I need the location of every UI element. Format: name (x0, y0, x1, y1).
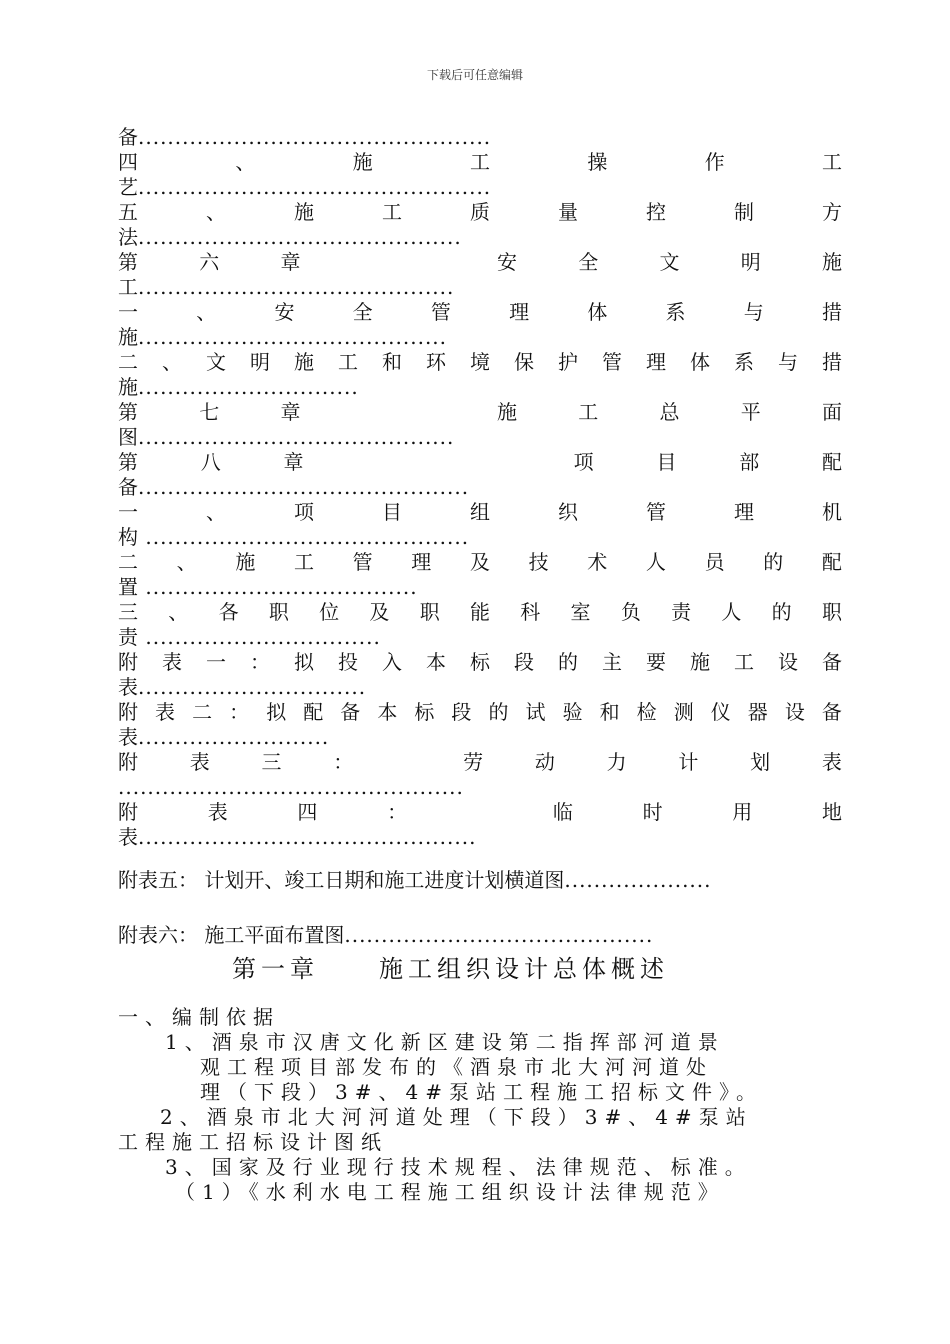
toc-heading-char: 、 (176, 550, 197, 574)
toc-heading-char: 总 (659, 400, 680, 424)
toc-heading-char: 量 (558, 200, 578, 224)
toc-heading-char: 计 (678, 750, 699, 774)
toc-heading-char: 四 (297, 800, 318, 824)
toc-continuation-row (118, 825, 842, 850)
toc-leader-dots: ............................................. (138, 475, 470, 499)
toc-heading-char: 、 (206, 500, 226, 524)
toc-heading-row (118, 650, 842, 675)
toc-heading-char: 工 (578, 400, 599, 424)
toc-heading-char: 主 (602, 650, 622, 674)
toc-heading-char: 织 (558, 500, 578, 524)
toc-continuation-row (118, 725, 842, 750)
toc-heading-char: 安 (496, 250, 517, 274)
toc-heading-row (118, 700, 842, 725)
toc-heading-char: ： (387, 800, 408, 824)
toc-heading-row (118, 300, 842, 325)
toc-heading-char: 工 (821, 150, 842, 174)
toc-leader-dots: .......................................... (344, 923, 654, 947)
toc-heading-char: 能 (469, 600, 490, 624)
toc-leader-dots: .................... (564, 868, 712, 892)
page-header: 下载后可任意编辑 (426, 68, 523, 82)
toc-heading-char (505, 450, 511, 475)
toc-heading-char: 责 (671, 600, 692, 624)
toc-heading-char: 各 (218, 600, 239, 624)
toc-heading-char: 位 (319, 600, 340, 624)
toc-heading-char: 明 (250, 350, 270, 374)
toc-heading-char (429, 250, 435, 275)
toc-heading-char: 标 (470, 650, 490, 674)
toc-continuation-char: 施 (118, 375, 138, 399)
toc-heading-char: 人 (721, 600, 742, 624)
toc-heading-char: 部 (739, 450, 760, 474)
toc-heading-char: 段 (451, 700, 472, 724)
toc-heading-char: 的 (771, 600, 792, 624)
toc-heading-char: 措 (822, 350, 842, 374)
toc-heading-char: 职 (821, 600, 842, 624)
toc-heading-char: 动 (534, 750, 555, 774)
toc-heading-char: 方 (822, 200, 842, 224)
toc-heading-char: 系 (665, 300, 686, 324)
toc-heading-char: 施 (821, 250, 842, 274)
chapter-number: 第一章 (232, 955, 319, 983)
toc-heading-char: 施 (294, 200, 314, 224)
toc-heading-char: 及 (369, 600, 390, 624)
toc-heading-char: 全 (352, 300, 373, 324)
toc-leader-dots: ................................................ (138, 125, 492, 149)
toc-heading-char: 第 (118, 250, 138, 274)
toc-continuation-row (118, 425, 842, 450)
toc-heading-char: 工 (293, 550, 314, 574)
toc-heading-char: 投 (338, 650, 358, 674)
section-heading: 一、编制依据 (118, 1005, 280, 1029)
toc-heading-char: 、 (162, 350, 182, 374)
toc-heading-char: 表 (821, 750, 842, 774)
toc-heading-char: 测 (673, 700, 694, 724)
toc-leader-dots: ............................................... (118, 775, 464, 799)
toc-heading-char: 室 (570, 600, 591, 624)
toc-continuation-row (118, 125, 842, 150)
toc-heading-char: 目 (656, 450, 677, 474)
toc-heading-char: 验 (562, 700, 583, 724)
toc-heading-char: 安 (274, 300, 295, 324)
toc-heading-char: 临 (552, 800, 573, 824)
toc-heading-char: 的 (488, 700, 509, 724)
toc-heading-char: 设 (778, 650, 798, 674)
toc-heading-char: 文 (659, 250, 680, 274)
toc-heading-char: 器 (747, 700, 768, 724)
toc-continuation-row (118, 675, 842, 700)
toc-heading-char: 表 (162, 650, 182, 674)
toc-heading-char (477, 800, 483, 825)
toc-heading-row (118, 450, 842, 475)
toc-heading-char: 施 (294, 350, 314, 374)
toc-leader-dots: ........................................... (138, 275, 455, 299)
paragraph-line: 工程施工招标设计图纸 (118, 1130, 388, 1154)
toc-heading-row (118, 550, 842, 575)
toc-heading-char: 力 (606, 750, 627, 774)
toc-heading-char: 附 (118, 700, 138, 724)
toc-continuation-char: 构 (118, 525, 138, 549)
toc-leader-dots: .............................................. (138, 825, 477, 849)
toc-heading-char: 管 (602, 350, 622, 374)
toc-heading-row (118, 350, 842, 375)
toc-heading-char: 的 (763, 550, 784, 574)
chapter-title (232, 954, 669, 984)
toc-heading-char: 科 (520, 600, 541, 624)
toc-heading-char: 项 (573, 450, 594, 474)
toc-heading-char: 五 (118, 200, 138, 224)
toc-heading-row (118, 800, 842, 825)
toc-continuation-row (118, 775, 842, 800)
toc-heading-char: 、 (206, 200, 226, 224)
toc-heading-char: 段 (514, 650, 534, 674)
paragraph-line: 3、国家及行业现行技术规程、法律规范、标准。 (165, 1155, 752, 1179)
toc-heading-char: 制 (734, 200, 754, 224)
toc-heading-char: 系 (734, 350, 754, 374)
toc-heading-char: 、 (196, 300, 217, 324)
toc-heading-char: 技 (528, 550, 549, 574)
toc-continuation-char: 置 (118, 575, 138, 599)
toc-leader-dots: ............................... (138, 675, 367, 699)
toc-heading-char: 环 (426, 350, 446, 374)
toc-heading-char: 人 (645, 550, 666, 574)
toc-heading-char: 、 (235, 150, 256, 174)
toc-entry-appendix-6 (118, 923, 878, 948)
toc-heading-char (362, 250, 368, 275)
toc-heading-char: 拟 (266, 700, 287, 724)
toc-heading-char (366, 450, 372, 475)
toc-continuation-row (118, 525, 842, 550)
toc-heading-char: 管 (430, 300, 451, 324)
toc-continuation-char: 责 (118, 625, 138, 649)
toc-heading-char: 一 (118, 500, 138, 524)
toc-continuation-char: 法 (118, 225, 138, 249)
toc-heading-char: 时 (642, 800, 663, 824)
toc-heading-char (362, 400, 368, 425)
toc-heading-char: 仪 (710, 700, 731, 724)
toc-heading-char: 标 (414, 700, 435, 724)
toc-heading-char: 附 (118, 650, 138, 674)
toc-heading-char: 职 (419, 600, 440, 624)
toc-leader-dots: ................................ (138, 625, 381, 649)
toc-continuation-row (118, 475, 842, 500)
toc-heading-char: 配 (821, 550, 842, 574)
toc-heading-char: 配 (821, 450, 842, 474)
toc-heading-char: 管 (352, 550, 373, 574)
toc-heading-char: 用 (732, 800, 753, 824)
toc-leader-dots: .......................... (138, 725, 330, 749)
toc-leader-dots: ..................................... (138, 575, 418, 599)
toc-heading-char: 保 (514, 350, 534, 374)
toc-heading-char: 工 (734, 650, 754, 674)
toc-heading-char: 工 (469, 150, 490, 174)
toc-heading-char: 境 (470, 350, 490, 374)
toc-heading-char: 劳 (463, 750, 484, 774)
toc-leader-dots: .......................................... (138, 325, 448, 349)
paragraph-line: （1）《水利水电工程施工组织设计法律规范》 (175, 1180, 725, 1204)
toc-leader-dots: .............................. (138, 375, 359, 399)
toc-heading-char: 表 (155, 700, 176, 724)
toc-heading-char: 拟 (294, 650, 314, 674)
toc-heading-char: 二 (192, 700, 213, 724)
toc-heading-char (429, 400, 435, 425)
toc-heading-char: 项 (294, 500, 314, 524)
toc-heading-char: 的 (558, 650, 578, 674)
toc-heading-char: 术 (587, 550, 608, 574)
toc-continuation-char: 表 (118, 675, 138, 699)
paragraph-line: 2、酒泉市北大河河道处理（下段）3#、4#泵站 (160, 1105, 753, 1129)
toc-continuation-char: 艺 (118, 175, 138, 199)
toc-continuation-row (118, 225, 842, 250)
toc-heading-char: 与 (778, 350, 798, 374)
toc-leader-dots: ............................................ (138, 525, 470, 549)
toc-heading-row (118, 200, 842, 225)
toc-heading-char: 表 (207, 800, 228, 824)
toc-heading-char: 组 (470, 500, 490, 524)
toc-heading-char: 章 (283, 450, 304, 474)
toc-continuation-char: 表 (118, 825, 138, 849)
toc-heading-char: 地 (821, 800, 842, 824)
toc-heading-char: 第 (118, 400, 138, 424)
toc-leader-dots: ................................................ (138, 175, 492, 199)
toc-continuation-char: 备 (118, 475, 138, 499)
toc-heading-char: 操 (587, 150, 608, 174)
toc-heading-char: 备 (340, 700, 361, 724)
toc-heading-char: 备 (822, 650, 842, 674)
toc-heading-char: 管 (646, 500, 666, 524)
toc-heading-char: 三 (261, 750, 282, 774)
toc-heading-char: 表 (189, 750, 210, 774)
toc-heading-char (405, 750, 411, 775)
toc-heading-char: 负 (620, 600, 641, 624)
toc-heading-char: 八 (200, 450, 221, 474)
toc-heading-row (118, 500, 842, 525)
toc-heading-char: 附 (118, 750, 138, 774)
toc-heading-char: 施 (690, 650, 710, 674)
toc-heading-char: 设 (784, 700, 805, 724)
toc-heading-char: 一 (118, 300, 138, 324)
toc-heading-char: 要 (646, 650, 666, 674)
toc-heading-row (118, 150, 842, 175)
toc-heading-char: 质 (470, 200, 490, 224)
toc-heading-char: 四 (118, 150, 138, 174)
chapter-name: 施工组织设计总体概述 (379, 955, 669, 983)
toc-leader-dots: ............................................ (138, 225, 462, 249)
paragraph-line: 理（下段）3#、4#泵站工程施工招标文件》。 (200, 1080, 763, 1104)
toc-heading-row (118, 600, 842, 625)
toc-heading-char: 目 (382, 500, 402, 524)
toc-heading-row (118, 750, 842, 775)
toc-heading-char: 备 (821, 700, 842, 724)
toc-heading-char: 措 (821, 300, 842, 324)
toc-heading-char: ： (333, 750, 354, 774)
toc-heading-char: 二 (118, 550, 138, 574)
toc-heading-char: 二 (118, 350, 138, 374)
toc-continuation-char: 图 (118, 425, 138, 449)
toc-heading-char: 三 (118, 600, 138, 624)
toc-heading-char: 机 (822, 500, 842, 524)
toc-heading-char: 本 (426, 650, 446, 674)
toc-heading-char: 施 (235, 550, 256, 574)
toc-heading-char: 检 (636, 700, 657, 724)
toc-heading-char: ： (250, 650, 270, 674)
toc-continuation-row (118, 625, 842, 650)
toc-heading-char: 章 (280, 400, 301, 424)
paragraph-line: 观工程项目部发布的《酒泉市北大河河道处 (200, 1055, 713, 1079)
toc-heading-char: 明 (740, 250, 761, 274)
toc-continuation-char: 工 (118, 275, 138, 299)
toc-heading-char: 控 (646, 200, 666, 224)
toc-continuation-row (118, 175, 842, 200)
toc-heading-char: 理 (411, 550, 432, 574)
toc-heading-char: 施 (496, 400, 517, 424)
toc-heading-char: 体 (690, 350, 710, 374)
toc-heading-char: 章 (280, 250, 301, 274)
toc-heading-char: 、 (168, 600, 189, 624)
toc-heading-char: 作 (704, 150, 725, 174)
toc-label: 附表五： 计划开、竣工日期和施工进度计划横道图 (118, 868, 565, 892)
toc-heading-char: 入 (382, 650, 402, 674)
toc-heading-char: 文 (206, 350, 226, 374)
toc-heading-char: 划 (750, 750, 771, 774)
toc-heading-char: 六 (199, 250, 220, 274)
toc-heading-char (435, 450, 441, 475)
toc-heading-char: 七 (199, 400, 220, 424)
toc-heading-char: 第 (118, 450, 138, 474)
toc-heading-char: 与 (743, 300, 764, 324)
toc-heading-char: 配 (303, 700, 324, 724)
toc-heading-row (118, 400, 842, 425)
toc-heading-char: 工 (382, 200, 402, 224)
toc-continuation-row (118, 275, 842, 300)
toc-heading-char: 全 (578, 250, 599, 274)
toc-heading-char: 理 (734, 500, 754, 524)
toc-heading-char: 施 (352, 150, 373, 174)
toc-heading-char: 体 (587, 300, 608, 324)
toc-heading-char: 附 (118, 800, 138, 824)
toc-heading-char: 员 (704, 550, 725, 574)
toc-heading-row (118, 250, 842, 275)
toc-heading-char: 理 (646, 350, 666, 374)
toc-heading-char: 工 (338, 350, 358, 374)
toc-heading-char: 理 (509, 300, 530, 324)
paragraph-line: 1、酒泉市汉唐文化新区建设第二指挥部河道景 (165, 1030, 725, 1054)
toc-continuation-char: 表 (118, 725, 138, 749)
toc-heading-char: 本 (377, 700, 398, 724)
toc-heading-char: 面 (821, 400, 842, 424)
toc-heading-char: 一 (206, 650, 226, 674)
toc-continuation-char: 备 (118, 125, 138, 149)
toc-entry-appendix-5 (118, 868, 842, 893)
toc-heading-char: 试 (525, 700, 546, 724)
toc-heading-char: ： (229, 700, 250, 724)
toc-continuation-row (118, 575, 842, 600)
toc-heading-char: 护 (558, 350, 578, 374)
toc-label: 附表六： 施工平面布置图 (118, 923, 345, 947)
toc-heading-char: 和 (382, 350, 402, 374)
toc-heading-char: 职 (268, 600, 289, 624)
toc-heading-char: 及 (469, 550, 490, 574)
toc-heading-char: 和 (599, 700, 620, 724)
toc-heading-char: 平 (740, 400, 761, 424)
toc-continuation-row (118, 325, 842, 350)
toc-continuation-row (118, 375, 842, 400)
toc-leader-dots: ........................................... (138, 425, 455, 449)
toc-continuation-char: 施 (118, 325, 138, 349)
